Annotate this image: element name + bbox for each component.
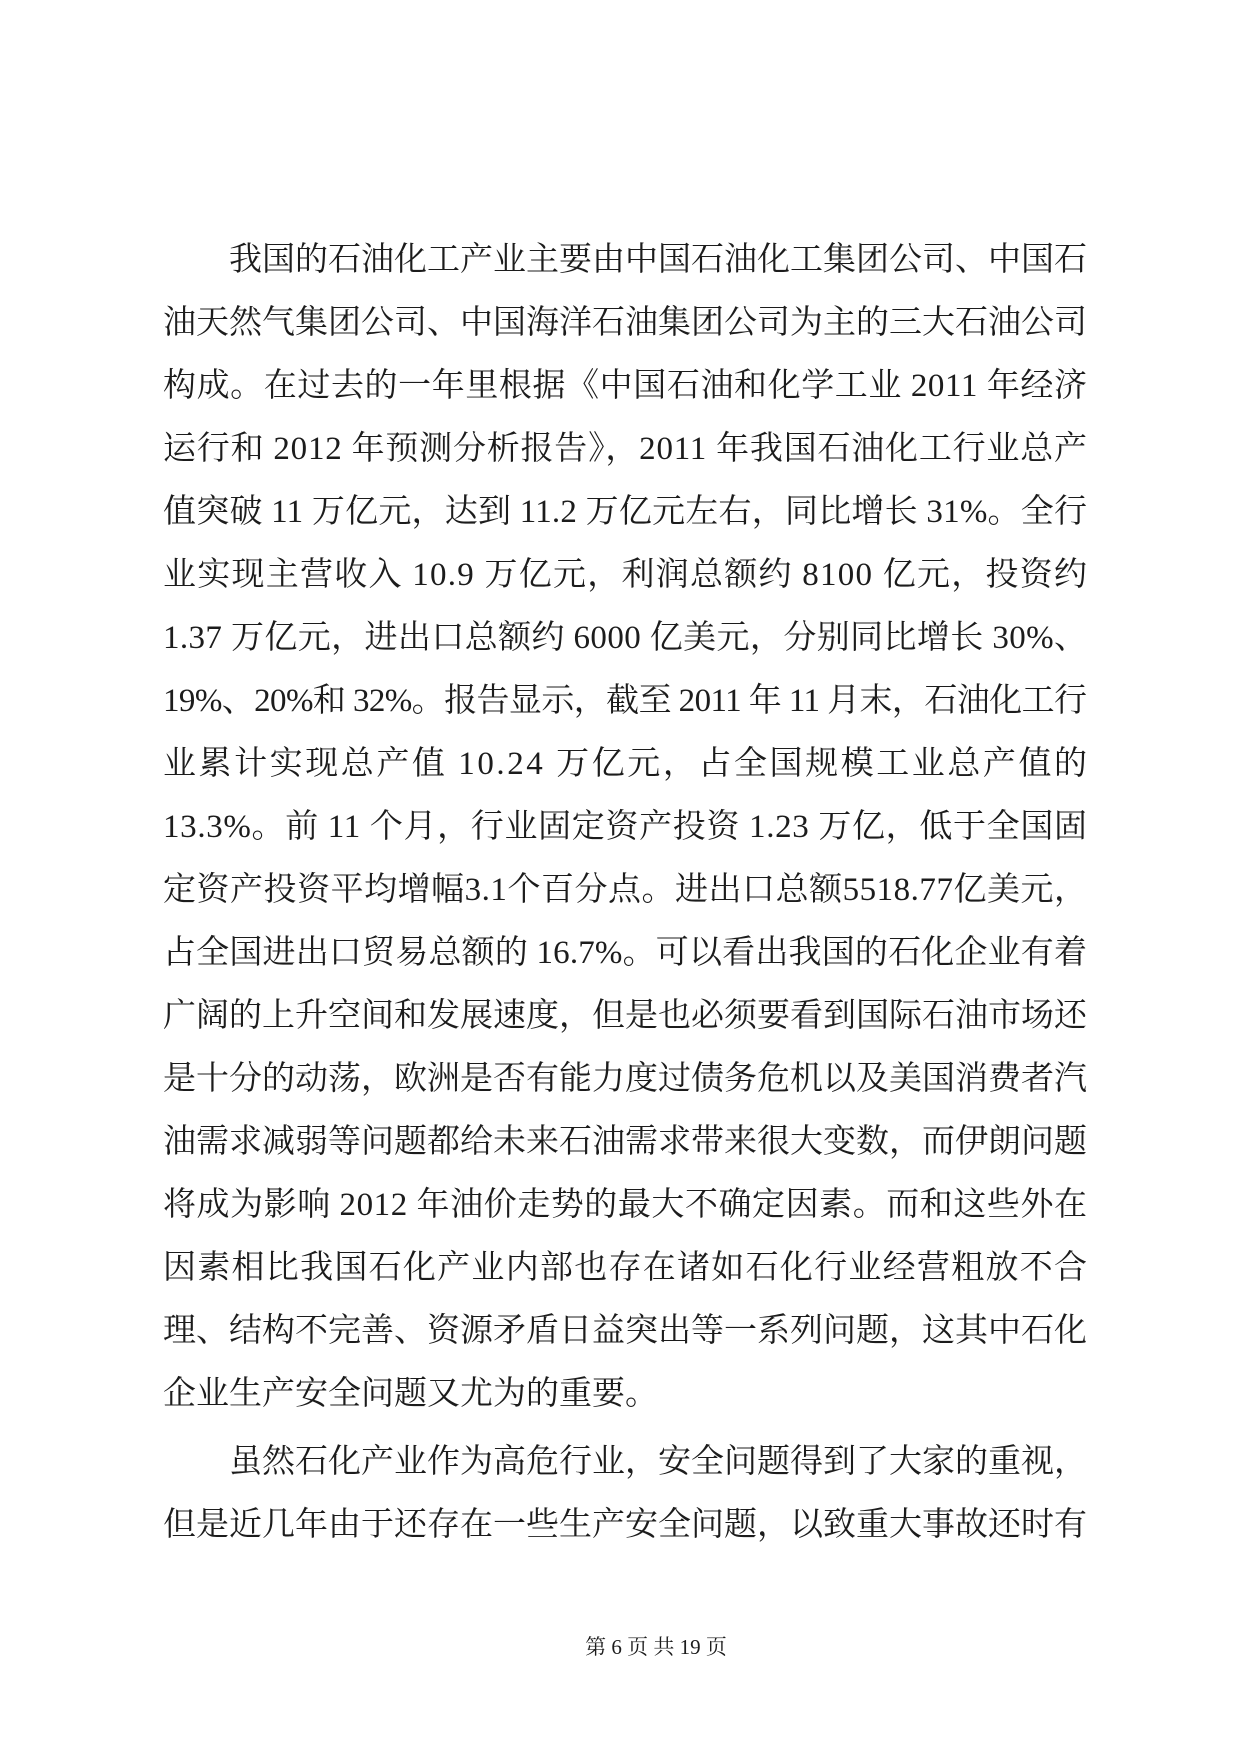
text-line bbox=[163, 1431, 1087, 1494]
text-line-content: 13.3%。前 11 个月，行业固定资产投资 1.23 万亿，低于全国固 bbox=[163, 809, 1088, 845]
text-line-content: 但是近几年由于还存在一些生产安全问题，以致重大事故还时有 bbox=[163, 1507, 1087, 1543]
text-line-content: 业实现主营收入 10.9 万亿元，利润总额约 8100 亿元，投资约 bbox=[163, 557, 1089, 593]
document-body bbox=[163, 229, 1090, 1557]
text-line-content: 构成。在过去的一年里根据《中国石油和化学工业 2011 年经济 bbox=[163, 368, 1088, 404]
text-line bbox=[163, 229, 1087, 292]
text-line-content: 虽然石化产业作为高危行业，安全问题得到了大家的重视， bbox=[229, 1444, 1087, 1480]
text-line bbox=[163, 607, 1087, 670]
text-line bbox=[163, 733, 1090, 796]
paragraph bbox=[163, 229, 1090, 1426]
text-line bbox=[163, 1111, 1087, 1174]
text-line bbox=[163, 1363, 1087, 1426]
text-line-content: 1.37 万亿元，进出口总额约 6000 亿美元，分别同比增长 30%、 bbox=[163, 620, 1088, 656]
text-line bbox=[163, 1174, 1087, 1237]
text-line-content: 是十分的动荡，欧洲是否有能力度过债务危机以及美国消费者汽 bbox=[163, 1061, 1087, 1097]
text-line bbox=[163, 418, 1087, 481]
text-line bbox=[163, 922, 1087, 985]
text-line-content: 油需求减弱等问题都给未来石油需求带来很大变数，而伊朗问题 bbox=[163, 1124, 1087, 1160]
text-line-content: 企业生产安全问题又尤为的重要。 bbox=[163, 1376, 658, 1412]
text-line bbox=[163, 670, 1087, 733]
text-line-content: 值突破 11 万亿元，达到 11.2 万亿元左右，同比增长 31%。全行 bbox=[163, 494, 1088, 530]
text-line-content: 广阔的上升空间和发展速度，但是也必须要看到国际石油市场还 bbox=[163, 998, 1087, 1034]
text-line bbox=[163, 796, 1087, 859]
text-line-content: 定资产投资平均增幅3.1个百分点。进出口总额5518.77亿美元， bbox=[163, 872, 1088, 908]
text-line bbox=[163, 1494, 1087, 1557]
text-line bbox=[163, 481, 1087, 544]
text-line bbox=[163, 985, 1087, 1048]
text-line-content: 我国的石油化工产业主要由中国石油化工集团公司、中国石 bbox=[229, 242, 1087, 278]
text-line-content: 因素相比我国石化产业内部也存在诸如石化行业经营粗放不合 bbox=[163, 1250, 1089, 1286]
text-line-content: 油天然气集团公司、中国海洋石油集团公司为主的三大石油公司 bbox=[163, 305, 1087, 341]
text-line-content: 将成为影响 2012 年油价走势的最大不确定因素。而和这些外在 bbox=[163, 1187, 1088, 1223]
text-line bbox=[163, 544, 1087, 607]
text-line bbox=[163, 355, 1087, 418]
text-line-content: 运行和 2012 年预测分析报告》，2011 年我国石油化工行业总产 bbox=[163, 431, 1088, 467]
text-line-content: 19%、20%和 32%。报告显示，截至 2011 年 11 月末，石油化工行 bbox=[163, 683, 1087, 719]
text-line bbox=[163, 292, 1087, 355]
text-line bbox=[163, 1048, 1087, 1111]
text-line bbox=[163, 1300, 1087, 1363]
text-line bbox=[163, 859, 1087, 922]
text-line-content: 占全国进出口贸易总额的 16.7%。可以看出我国的石化企业有着 bbox=[163, 935, 1088, 971]
text-line bbox=[163, 1237, 1087, 1300]
page-number-footer: 第 6 页 共 19 页 bbox=[585, 1635, 727, 1659]
paragraph bbox=[163, 1431, 1087, 1557]
text-line-content: 业累计实现总产值 10.24 万亿元，占全国规模工业总产值的 bbox=[163, 746, 1090, 782]
text-line-content: 理、结构不完善、资源矛盾日益突出等一系列问题，这其中石化 bbox=[163, 1313, 1087, 1349]
